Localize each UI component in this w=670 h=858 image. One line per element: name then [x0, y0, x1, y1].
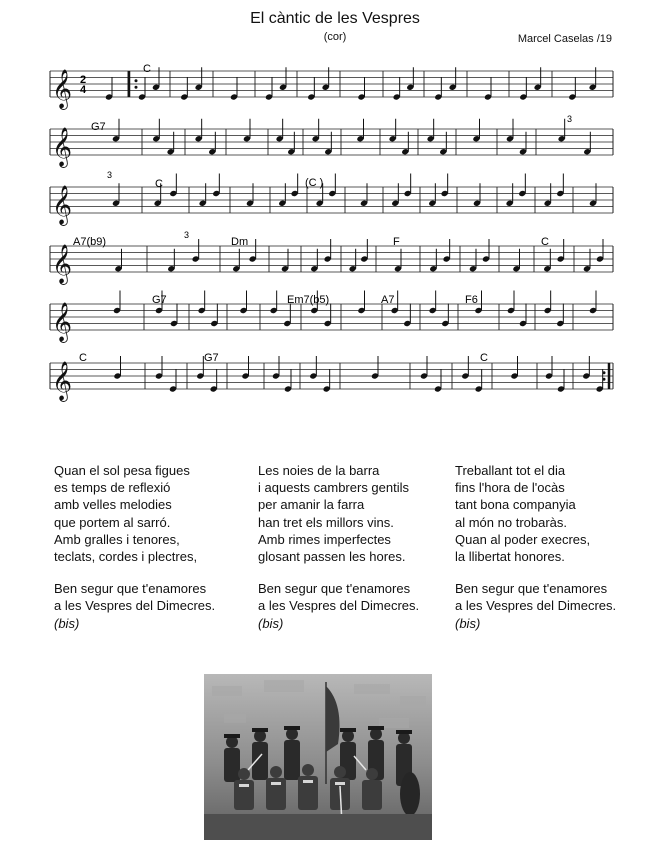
lyrics-column-3	[455, 462, 616, 632]
page-subtitle: (cor)	[323, 31, 347, 43]
lyric-line: amb velles melodies	[54, 497, 172, 513]
chord-symbol: F6	[465, 294, 478, 306]
lyric-line: que portem al sarró.	[54, 514, 171, 530]
music-score	[0, 0, 670, 420]
lyric-line: tant bona companyia	[455, 497, 576, 513]
chord-symbol: Dm	[231, 236, 249, 248]
staves	[50, 67, 613, 402]
chord-symbol: G7	[152, 294, 167, 306]
chorus-line: Ben segur que t'enamores	[54, 581, 207, 597]
lyric-line: glosant passen les hores.	[258, 549, 406, 565]
chord-symbol: G7	[91, 121, 106, 133]
chord-symbol: (C )	[305, 177, 324, 189]
chorus-line: Ben segur que t'enamores	[258, 581, 411, 597]
svg-text:𝄞: 𝄞	[52, 245, 73, 283]
lyric-line: teclats, cordes i plectres,	[54, 549, 198, 565]
chord-symbol: G7	[204, 352, 219, 364]
band-photo-icon	[204, 674, 432, 840]
chord-symbol: Em7(b5)	[287, 294, 330, 306]
page-title: El càntic de les Vespres	[250, 10, 420, 27]
chord-symbol: A7(b9)	[73, 236, 107, 248]
lyric-line: i aquests cambrers gentils	[258, 480, 410, 496]
chord-symbol: C	[480, 352, 488, 364]
svg-text:𝄞: 𝄞	[52, 128, 73, 166]
composer-credit: Marcel Caselas /19	[517, 33, 612, 45]
lyric-line: Quan al poder execres,	[455, 531, 591, 547]
lyric-line: Amb rimes imperfectes	[258, 531, 391, 547]
lyric-line: Quan el sol pesa figues	[54, 463, 190, 478]
chord-symbol: C	[143, 63, 151, 75]
svg-text:𝄞: 𝄞	[52, 362, 73, 400]
svg-text:𝄞: 𝄞	[52, 70, 73, 108]
time-sig-bottom: 4	[80, 84, 87, 96]
lyrics-column-2	[258, 462, 419, 632]
lyric-line: es temps de reflexió	[54, 480, 171, 496]
lyric-line: la llibertat honores.	[455, 549, 565, 565]
lyric-line: al món no trobaràs.	[455, 514, 568, 530]
chord-symbol: A7	[381, 294, 395, 306]
chord-symbol: C	[155, 178, 163, 190]
lyric-line: fins l'hora de l'ocàs	[455, 480, 565, 496]
chorus-line: a les Vespres del Dimecres.	[54, 598, 216, 614]
lyric-line: per amanir la farra	[258, 497, 365, 513]
lyric-line: Amb gralles i tenores,	[54, 531, 180, 547]
lyric-line: Treballant tot el dia	[455, 463, 566, 478]
repeat-mark: (bis)	[258, 615, 284, 631]
chord-symbol: C	[79, 352, 87, 364]
tuplet-mark: 3	[107, 170, 113, 180]
repeat-mark: (bis)	[455, 615, 481, 631]
tuplet-mark: 3	[184, 230, 190, 240]
lyric-line: han tret els millors vins.	[258, 514, 394, 530]
repeat-mark: (bis)	[54, 615, 80, 631]
chord-symbol: C	[541, 236, 549, 248]
time-signature	[80, 74, 87, 96]
lyric-line: Les noies de la barra	[258, 463, 380, 478]
time-sig-top: 2	[80, 74, 87, 86]
svg-text:𝄞: 𝄞	[52, 186, 73, 224]
chord-symbol: F	[393, 236, 400, 248]
chorus-line: a les Vespres del Dimecres.	[455, 598, 617, 614]
lyrics-column-1	[54, 462, 215, 632]
svg-text:𝄞: 𝄞	[52, 303, 73, 341]
chorus-line: a les Vespres del Dimecres.	[258, 598, 420, 614]
chorus-line: Ben segur que t'enamores	[455, 581, 608, 597]
tuplet-mark: 3	[567, 114, 573, 124]
